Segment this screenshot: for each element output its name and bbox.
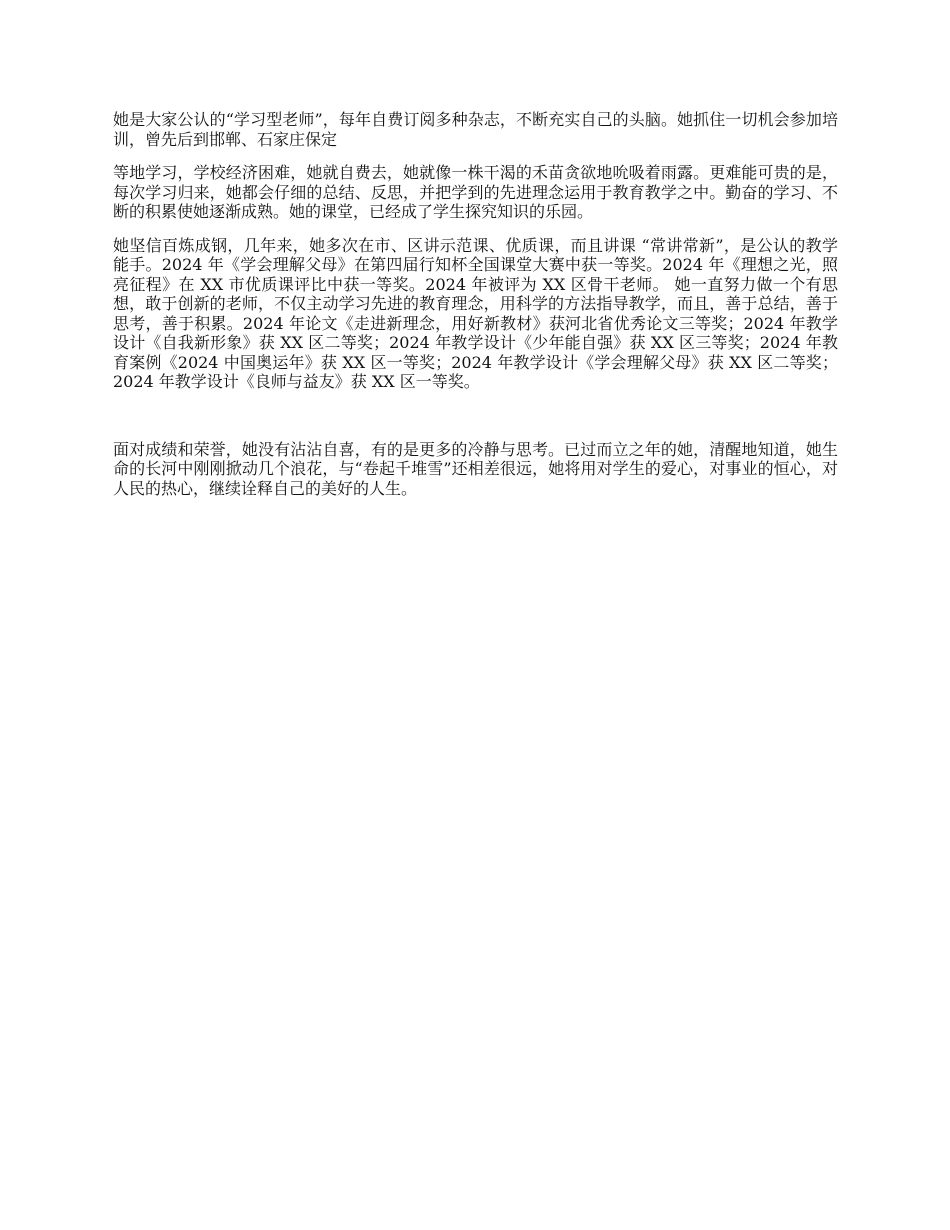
paragraph-gap (113, 406, 838, 440)
paragraph-learning: 她是大家公认的“学习型老师”，每年自费订阅多种杂志，不断充实自己的头脑。她抓住一切机会参加培训，曾先后到邯郸、石家庄保定 (113, 110, 838, 149)
paragraph-study-trips: 等地学习，学校经济困难，她就自费去，她就像一株干渴的禾苗贪欲地吮吸着雨露。更难能可贵的是，每次学习归来，她都会仔细的总结、反思，并把学到的先进理念运用于教育教学之中。勤奋的学习、不断的积累使她逐渐成熟。她的课堂，已经成了学生探究知识的乐园。 (113, 163, 838, 221)
paragraph-reflection: 面对成绩和荣誉，她没有沾沾自喜，有的是更多的冷静与思考。已过而立之年的她，清醒地知道，她生命的长河中刚刚掀动几个浪花，与“卷起千堆雪”还相差很远，她将用对学生的爱心，对事业的恒心，对人民的热心，继续诠释自己的美好的人生。 (113, 439, 838, 498)
document-body (113, 110, 838, 512)
paragraph-awards: 她坚信百炼成钢，几年来，她多次在市、区讲示范课、优质课，而且讲课 “常讲常新”，是公认的教学能手。2024 年《学会理解父母》在第四届行知杯全国课堂大赛中获一等奖。2024 年《理想之光，照亮征程》在 XX 市优质课评比中获一等奖。2024 年被评为 XX 区骨干老师。 她一直努力做一个有思想，敢于创新的老师，不仅主动学习先进的教育理念，用科学的方法指导教学，而且，善于总结，善于思考，善于积累。2024 年论文《走进新理念，用好新教材》获河北省优秀论文三等奖；2024 年教学设计《自我新形象》获 XX 区二等奖；2024 年教学设计《少年能自强》获 XX 区三等奖；2024 年教育案例《2024 中国奥运年》获 XX 区一等奖；2024 年教学设计《学会理解父母》获 XX 区二等奖；2024 年教学设计《良师与益友》获 XX 区一等奖。 (113, 235, 838, 391)
